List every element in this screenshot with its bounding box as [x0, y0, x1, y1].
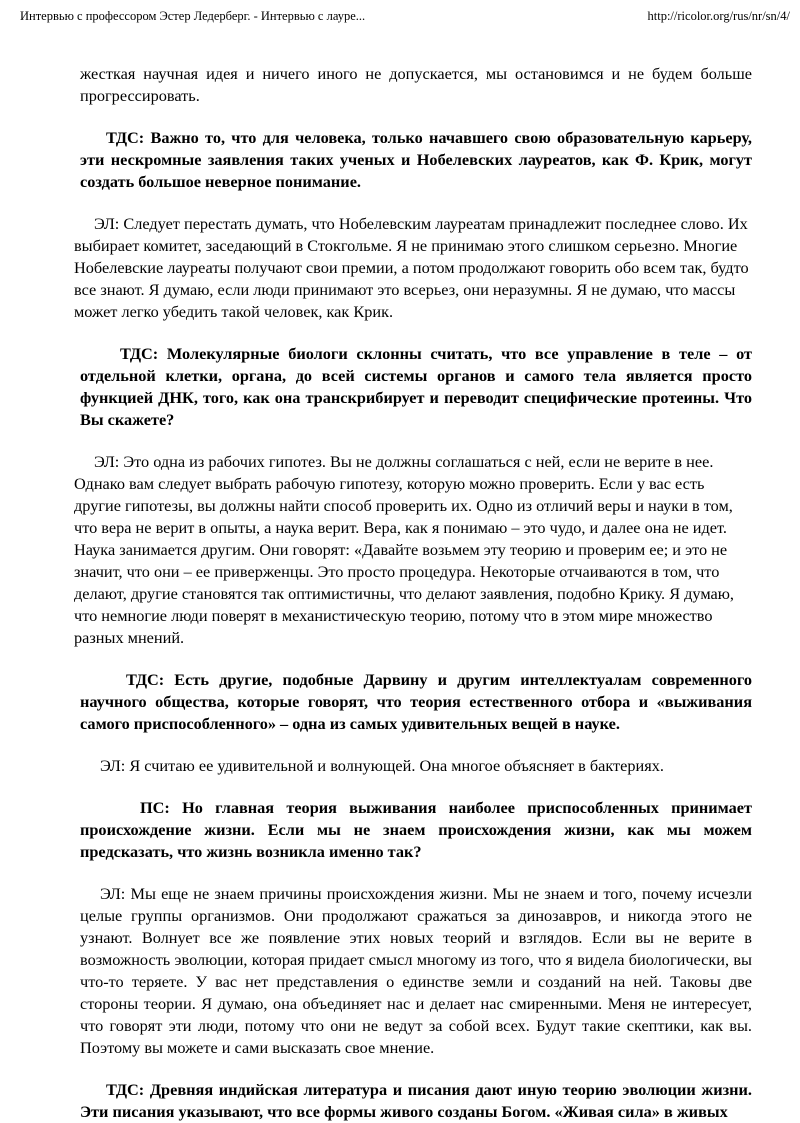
paragraph-question: ТДС: Важно то, что для человека, только начавшего свою образовательную карьеру, эти нескромные заявления таких ученых и Нобелевских лауреатов, как Ф. Крик, могут создать большое неверное понимание. [80, 128, 752, 191]
paragraph-question: ТДС: Есть другие, подобные Дарвину и другим интеллектуалам современного научного общества, которые говорят, что теория естественного отбора и «выживания самого приспособленного» – одна из самых удивительных вещей в науке. [80, 670, 752, 733]
paragraph-question: ПС: Но главная теория выживания наиболее приспособленных принимает происхождение жизни. Если мы не знаем происхождения жизни, как мы можем предсказать, что жизнь возникла именно так? [80, 798, 752, 861]
paragraph-answer: ЭЛ: Мы еще не знаем причины происхождения жизни. Мы не знаем и того, почему исчезли целые группы организмов. Они продолжают сражаться за динозавров, и никогда этого не узнают. Волнует все же появление этих новых теорий и взглядов. Если вы не верите в возможность эволюции, которая придает смысл многому из того, что я видела биологически, вы что-то теряете. У вас нет представления о единстве земли и созданий на ней. Таковы две стороны теории. Я думаю, она объединяет нас и делает нас смиренными. Меня не интересует, что говорят эти люди, потому что они не ведут за собой всех. Будут такие скептики, как вы. Поэтому вы можете и сами высказать свое мнение. [80, 884, 752, 1057]
paragraph-answer: ЭЛ: Следует перестать думать, что Нобелевским лауреатам принадлежит последнее слово. Их выбирает комитет, заседающий в Стокгольме. Я не принимаю этого слишком серьезно. Многие Нобелевские лауреаты получают свои премии, а потом продолжают говорить обо всем так, будто все знают. Я думаю, если люди принимают это всерьез, они неразумны. Я не думаю, что массы может легко убедить такой человек, как Крик. [74, 214, 749, 321]
page-header [20, 9, 790, 23]
paragraph-answer-continuation: жесткая научная идея и ничего иного не допускается, мы остановимся и не будем больше прогрессировать. [80, 64, 752, 105]
paragraph-answer: ЭЛ: Это одна из рабочих гипотез. Вы не должны соглашаться с ней, если не верите в нее. Однако вам следует выбрать рабочую гипотезу, которую можно проверить. Если у вас есть другие гипотезы, вы должны найти способ проверить их. Одно из отличий веры и науки в том, что вера не верит в опыты, а наука верит. Вера, как я понимаю – это чудо, и далее она не идет. Наука занимается другим. Они говорят: «Давайте возьмем эту теорию и проверим ее; и это не значит, что они – ее приверженцы. Это просто процедура. Некоторые отчаиваются в том, что делают, другие становятся так оптимистичны, что делают заявления, подобно Крику. Я думаю, что немногие люди поверят в механистическую теорию, потому что в этом мире множество разных мнений. [74, 452, 734, 647]
paragraph-question: ТДС: Молекулярные биологи склонны считать, что все управление в теле – от отдельной клетки, органа, до всей системы органов и самого тела является просто функцией ДНК, того, как она транскрибирует и переводит специфические протеины. Что Вы скажете? [80, 344, 752, 429]
page-url: http://ricolor.org/rus/nr/sn/4/ [647, 9, 790, 23]
paragraph-answer: ЭЛ: Я считаю ее удивительной и волнующей. Она многое объясняет в бактериях. [100, 756, 664, 775]
page-title: Интервью с профессором Эстер Ледерберг. - Интервью с лауре... [20, 9, 366, 23]
paragraph-question: ТДС: Древняя индийская литература и писания дают иную теорию эволюции жизни. Эти писания указывают, что все формы живого созданы Богом. «Живая сила» в живых [80, 1080, 752, 1121]
interview-body [74, 63, 752, 1123]
